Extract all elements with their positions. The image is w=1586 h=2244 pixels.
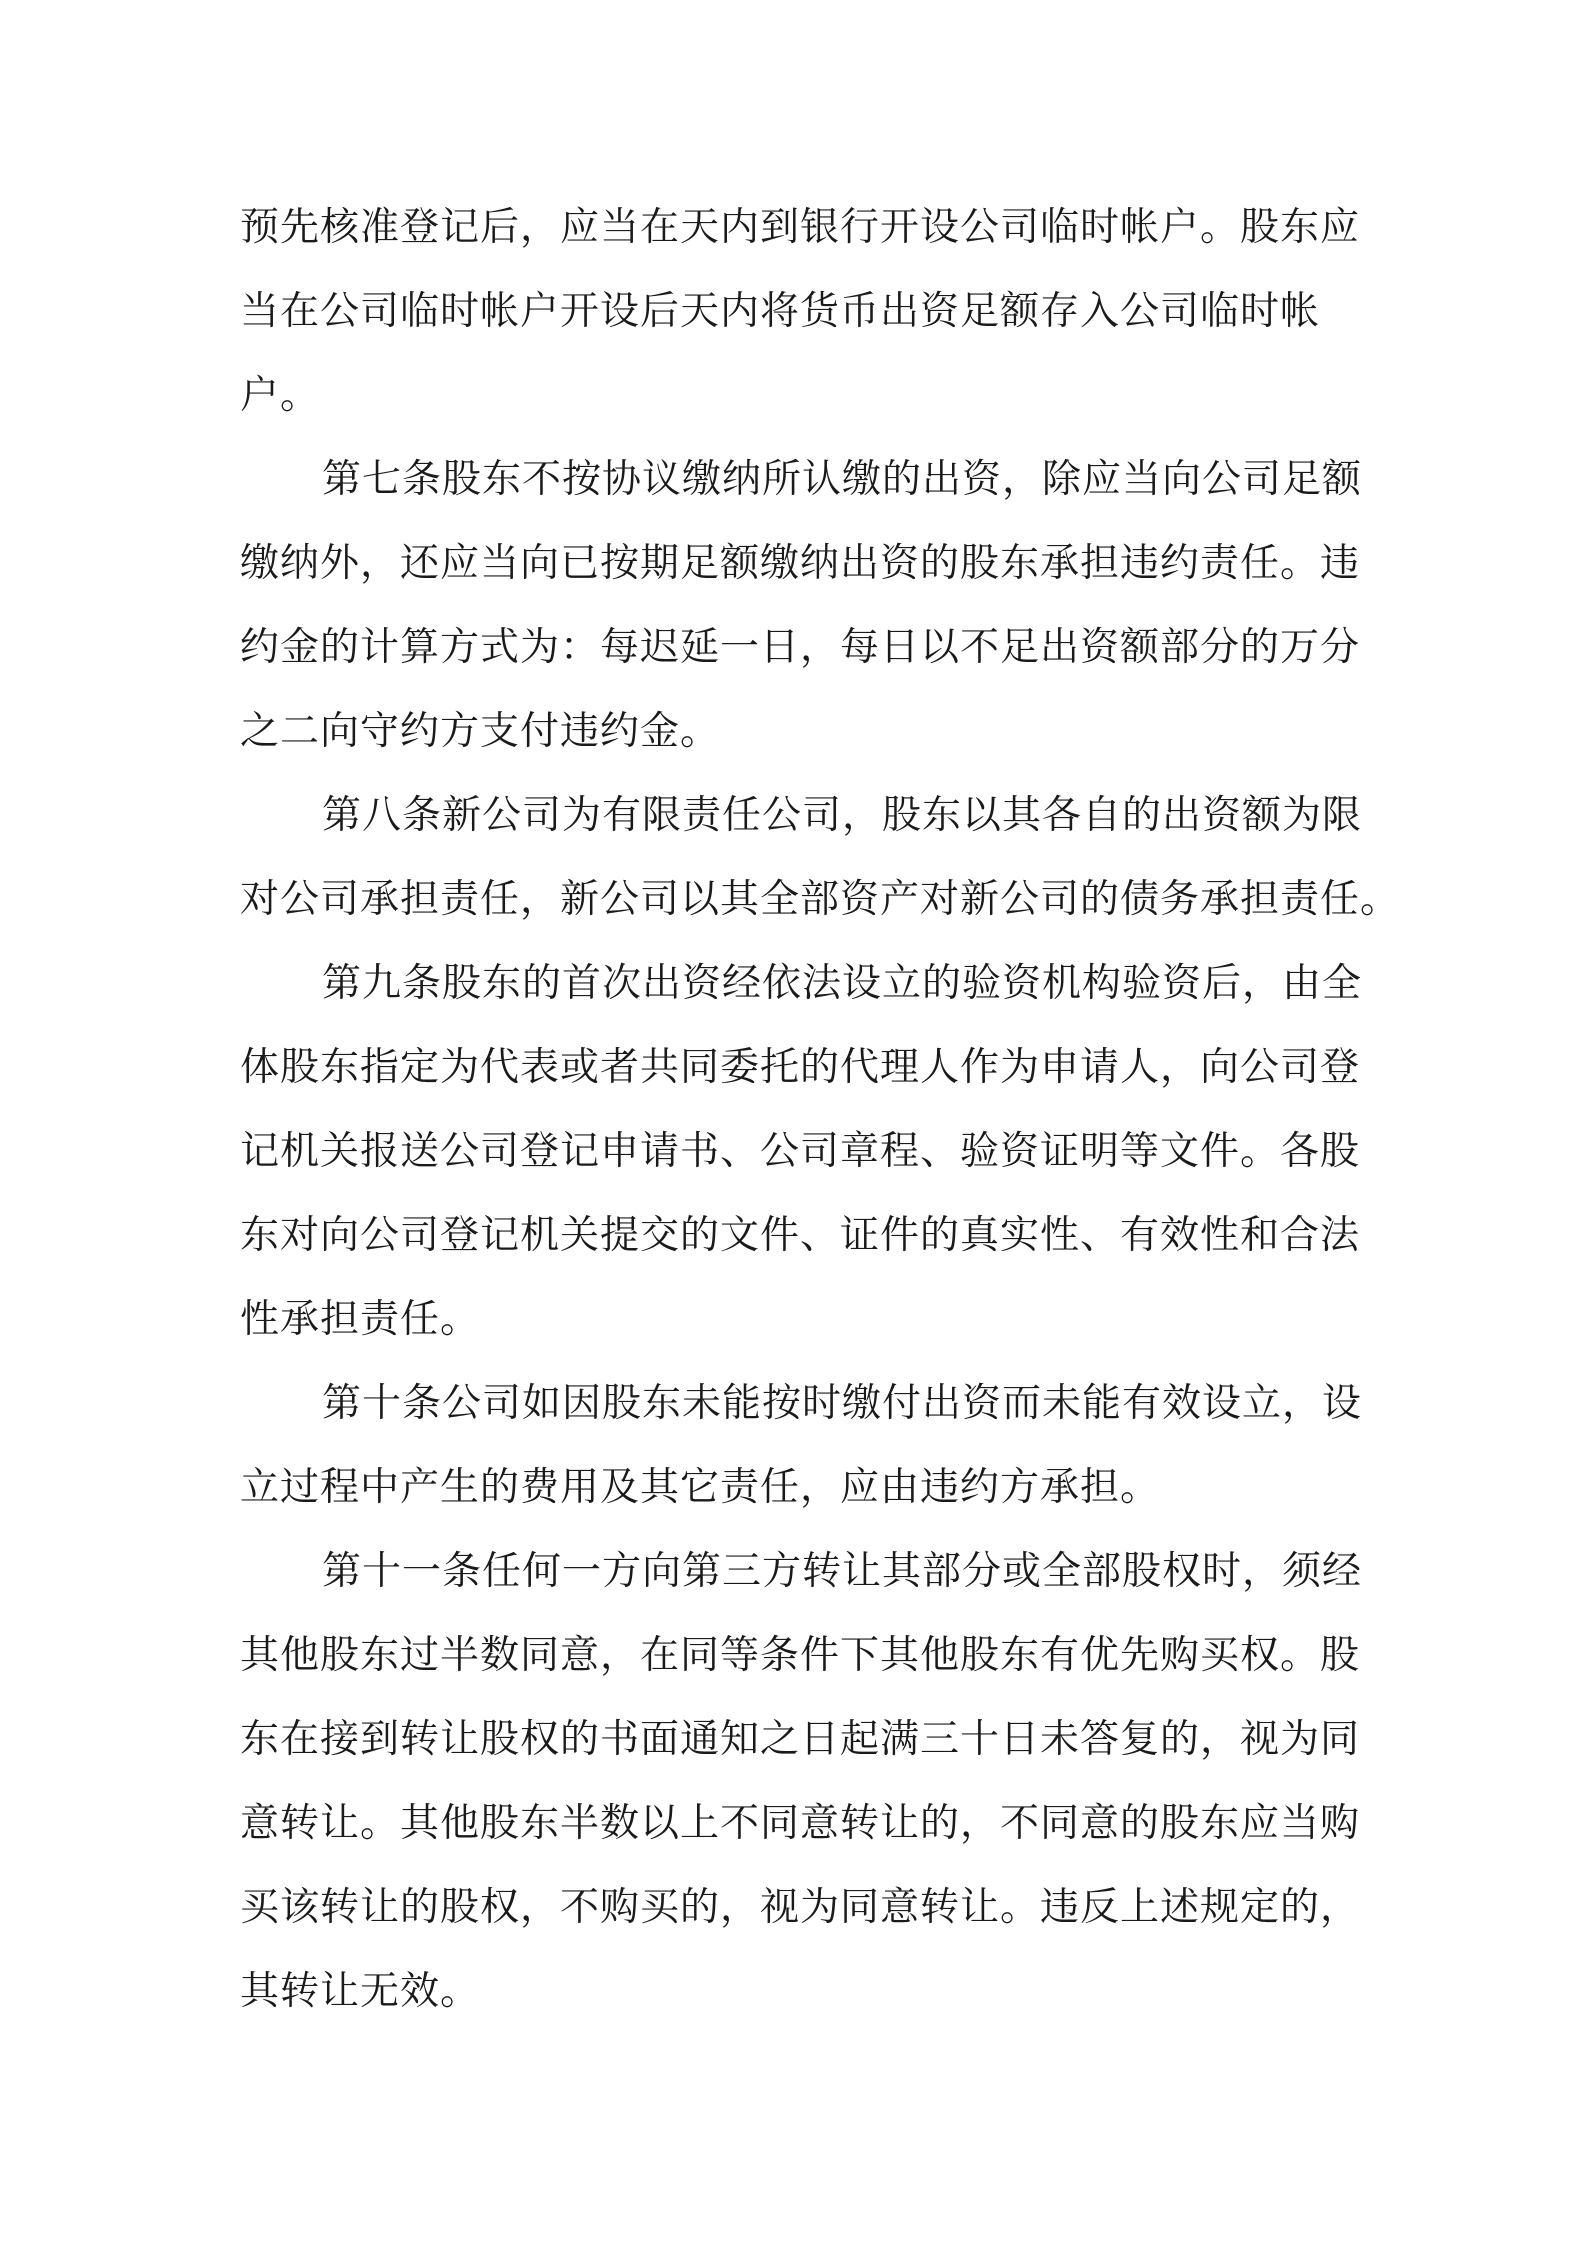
text-line: 约金的计算方式为：每迟延一日，每日以不足出资额部分的万分 <box>240 625 1361 670</box>
text-line: 意转让。其他股东半数以上不同意转让的，不同意的股东应当购 <box>240 1801 1361 1846</box>
text-line: 其他股东过半数同意，在同等条件下其他股东有优先购买权。股 <box>240 1633 1361 1678</box>
article-10-first-line: 第十条公司如因股东未能按时缴付出资而未能有效设立，设 <box>322 1381 1363 1426</box>
text-line: 性承担责任。 <box>240 1297 481 1342</box>
text-line: 东对向公司登记机关提交的文件、证件的真实性、有效性和合法 <box>240 1213 1361 1258</box>
text-line: 预先核准登记后，应当在天内到银行开设公司临时帐户。股东应 <box>240 205 1361 250</box>
text-line: 之二向守约方支付违约金。 <box>240 709 721 754</box>
article-7-first-line: 第七条股东不按协议缴纳所认缴的出资，除应当向公司足额 <box>322 457 1363 502</box>
article-9-first-line: 第九条股东的首次出资经依法设立的验资机构验资后，由全 <box>322 961 1363 1006</box>
text-line: 其转让无效。 <box>240 1969 481 2014</box>
text-line: 东在接到转让股权的书面通知之日起满三十日未答复的，视为同 <box>240 1717 1361 1762</box>
text-line: 对公司承担责任，新公司以其全部资产对新公司的债务承担责任。 <box>240 877 1401 922</box>
article-11-first-line: 第十一条任何一方向第三方转让其部分或全部股权时，须经 <box>322 1549 1363 1594</box>
text-line: 立过程中产生的费用及其它责任，应由违约方承担。 <box>240 1465 1161 1510</box>
text-line: 买该转让的股权，不购买的，视为同意转让。违反上述规定的， <box>240 1885 1361 1930</box>
article-8-first-line: 第八条新公司为有限责任公司，股东以其各自的出资额为限 <box>322 793 1363 838</box>
text-line: 缴纳外，还应当向已按期足额缴纳出资的股东承担违约责任。违 <box>240 541 1361 586</box>
text-line: 当在公司临时帐户开设后天内将货币出资足额存入公司临时帐 <box>240 289 1321 334</box>
text-line: 体股东指定为代表或者共同委托的代理人作为申请人，向公司登 <box>240 1045 1361 1090</box>
text-line: 户。 <box>240 373 321 418</box>
text-line: 记机关报送公司登记申请书、公司章程、验资证明等文件。各股 <box>240 1129 1361 1174</box>
